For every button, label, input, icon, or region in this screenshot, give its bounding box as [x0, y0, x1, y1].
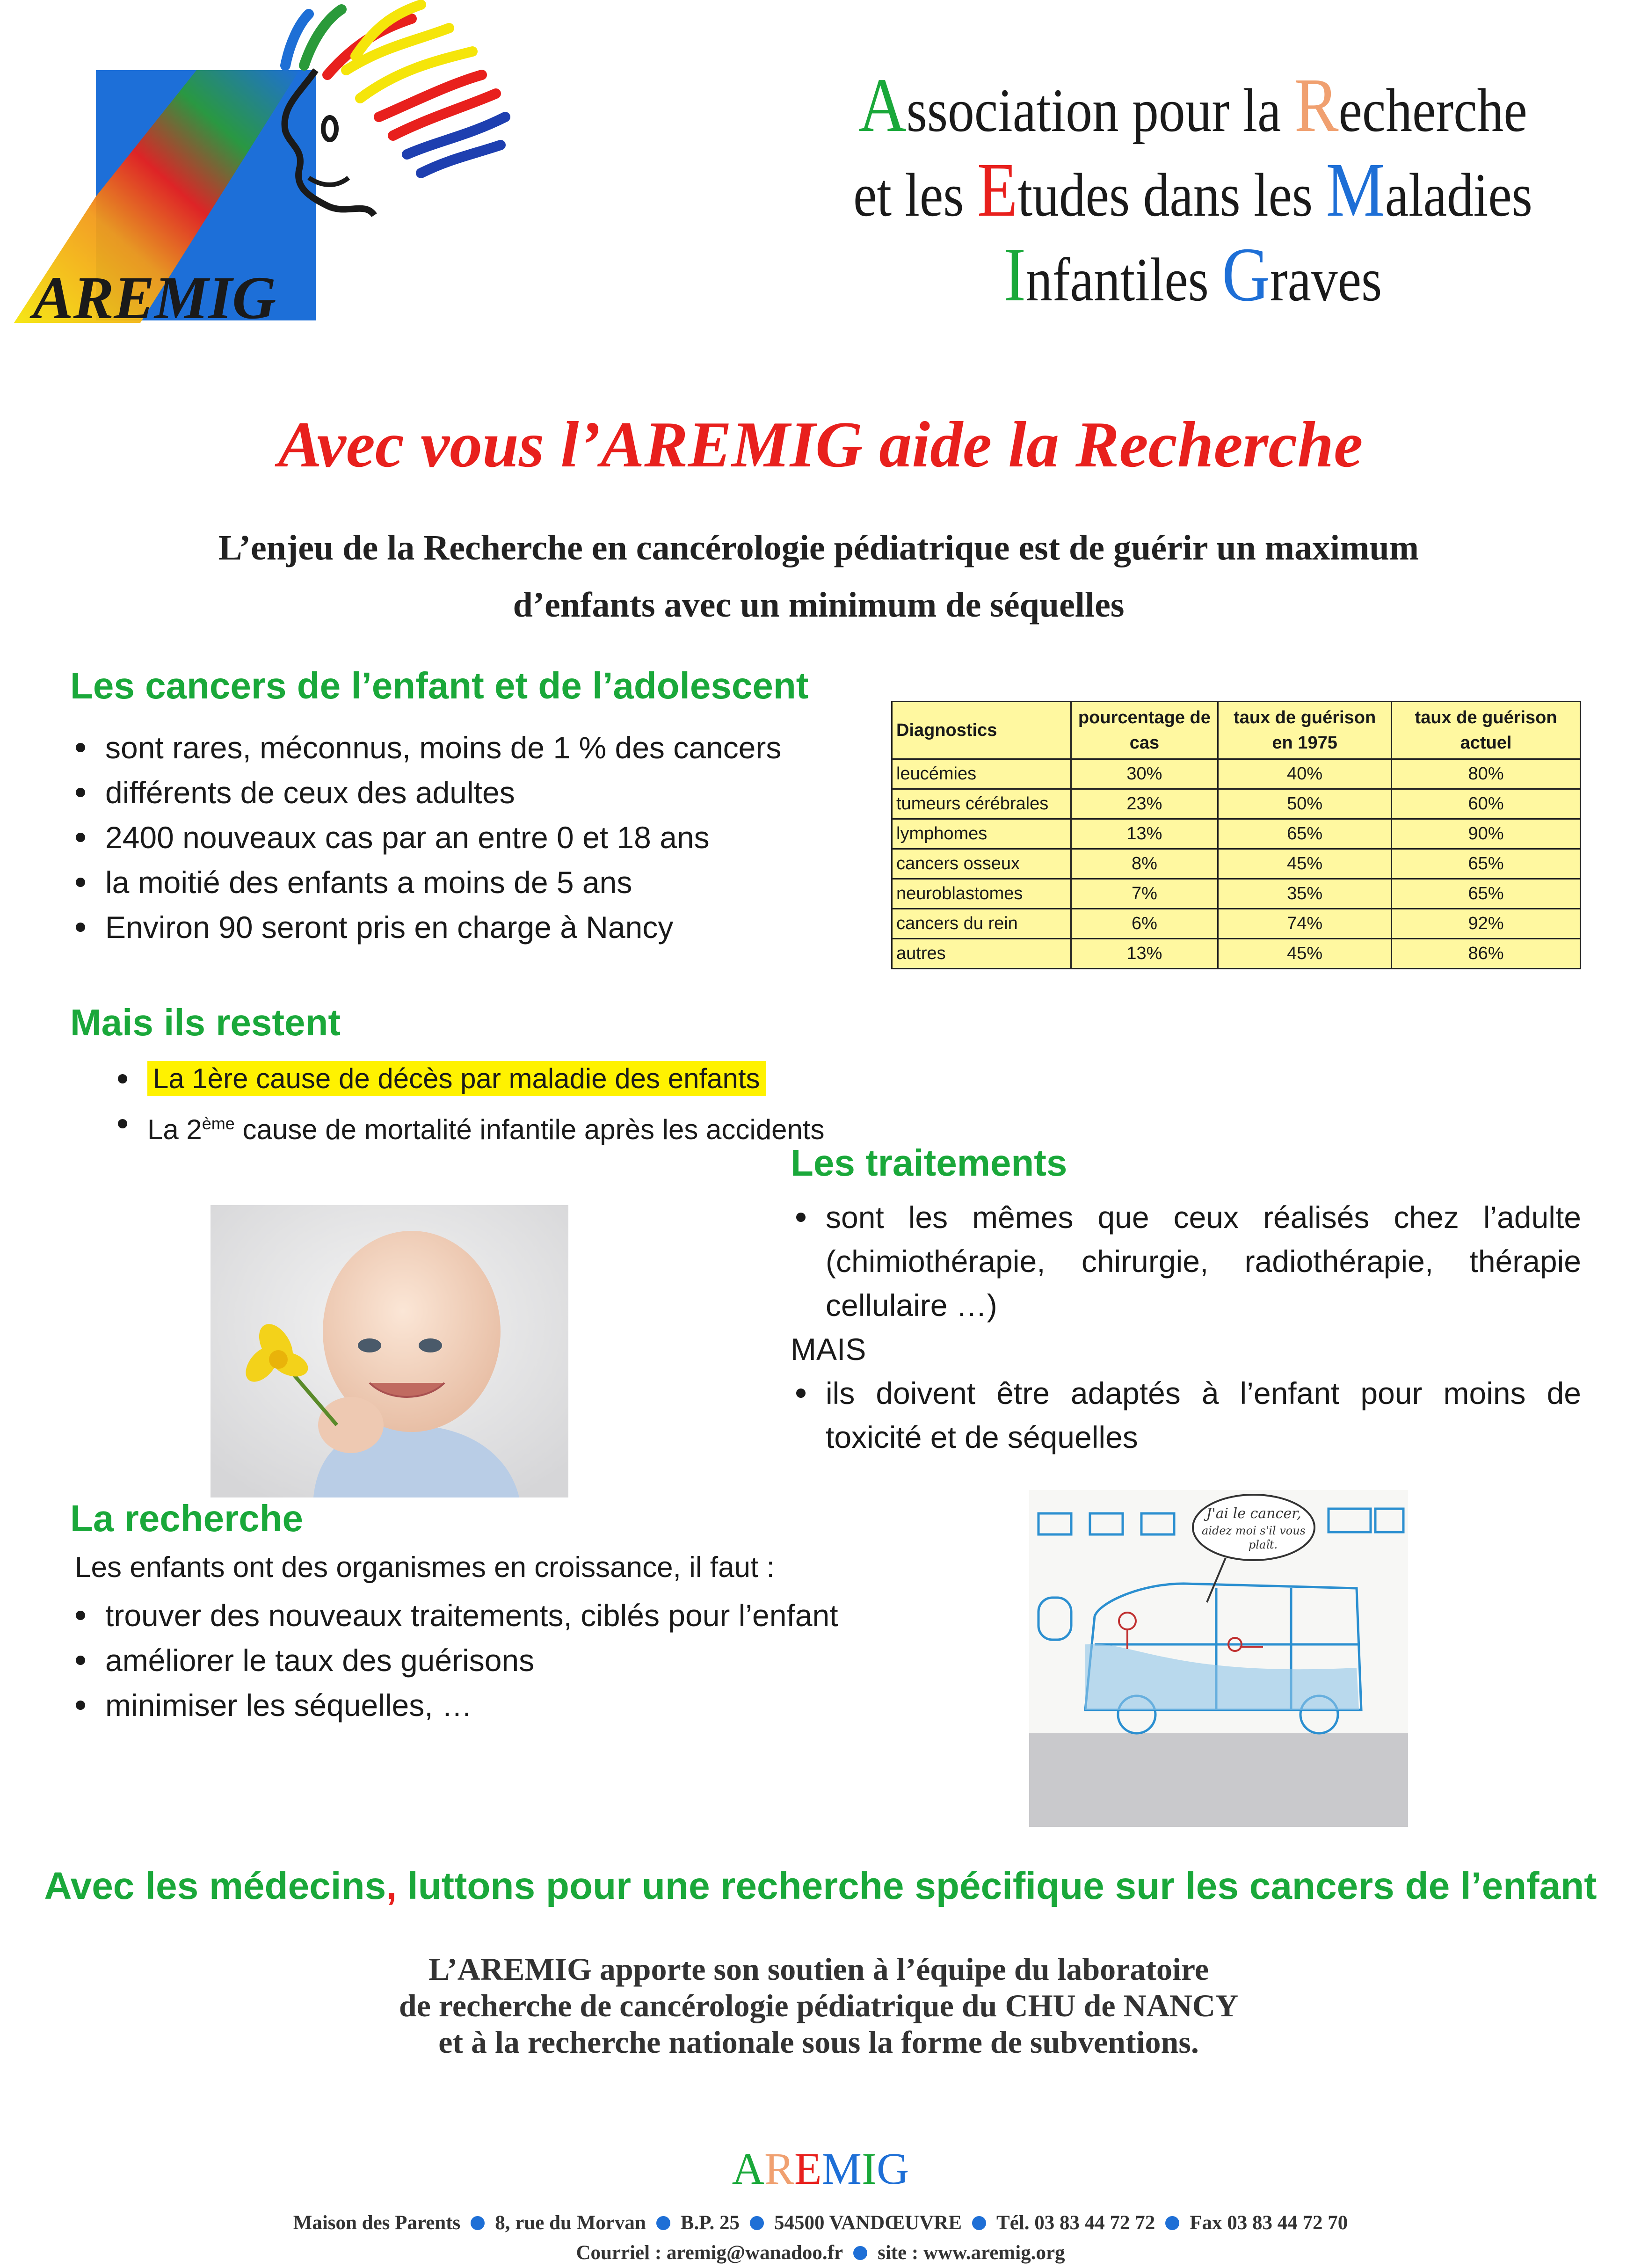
header-text-segment: R: [1294, 62, 1339, 148]
footer-address-item: site : www.aremig.org: [878, 2242, 1065, 2264]
list-item: [112, 1056, 954, 1101]
intro-line-1: L’enjeu de la Recherche en cancérologie pédiatrique est de guérir un maximum: [218, 528, 1419, 567]
footer-address-item: B.P. 25: [680, 2212, 740, 2234]
table-cell: lymphomes: [892, 819, 1071, 849]
section-research-title: La recherche: [70, 1497, 304, 1539]
header-text-segment: et les: [853, 160, 977, 229]
list-item: différents de ceux des adultes: [70, 770, 865, 815]
header-text-segment: echerche: [1338, 76, 1527, 145]
header-text-segment: raves: [1270, 245, 1382, 314]
diagnostics-table: [891, 701, 1581, 969]
support-text: [140, 1951, 1497, 2060]
table-cell: 45%: [1218, 939, 1392, 969]
bullet-icon: [76, 1656, 85, 1665]
table-cell: leucémies: [892, 759, 1071, 789]
footer-address-line-1: [0, 2208, 1641, 2238]
bullet-icon: [76, 743, 85, 752]
footer-address-item: 8, rue du Morvan: [495, 2212, 646, 2234]
table-cell: 60%: [1392, 789, 1581, 819]
table-cell: 92%: [1392, 909, 1581, 939]
table-cell: 30%: [1071, 759, 1218, 789]
child-drawing: [1029, 1490, 1408, 1827]
table-cell: 35%: [1218, 879, 1392, 909]
section-remain-title: Mais ils restent: [70, 1002, 341, 1043]
main-title: Avec vous l’AREMIG aide la Recherche: [278, 408, 1363, 481]
table-cell: cancers osseux: [892, 849, 1071, 879]
table-cell: 45%: [1218, 849, 1392, 879]
list-item: la moitié des enfants a moins de 5 ans: [70, 860, 865, 905]
table-row: [892, 879, 1581, 909]
bubble-text-1: J'ai le cancer,: [1206, 1505, 1301, 1522]
list-item: ils doivent être adaptés à l’enfant pour moins de toxicité et de séquelles: [791, 1371, 1581, 1459]
bubble-text-3: plaît.: [1248, 1538, 1278, 1551]
table-cell: 6%: [1071, 909, 1218, 939]
table-cell: 40%: [1218, 759, 1392, 789]
table-cell: tumeurs cérébrales: [892, 789, 1071, 819]
list-item: sont les mêmes que ceux réalisés chez l’adulte (chimiothérapie, chirurgie, radiothérapie, thérapie cellulaire …): [791, 1195, 1581, 1327]
brand-letter: M: [821, 2144, 862, 2194]
bubble-text-2: aidez moi s'il vous: [1201, 1524, 1306, 1537]
footer-address-item: Maison des Parents: [293, 2212, 461, 2234]
highlighted-text: La 1ère cause de décès par maladie des enfants: [147, 1061, 766, 1096]
table-cell: 74%: [1218, 909, 1392, 939]
footer-address-item: 54500 VANDŒUVRE: [774, 2212, 962, 2234]
footer-address-item: Tél. 03 83 44 72 72: [996, 2212, 1155, 2234]
bullet-icon: [118, 1074, 127, 1083]
table-cell: 65%: [1392, 879, 1581, 909]
separator-dot-icon: [750, 2216, 764, 2230]
header-text-segment: nfantiles: [1025, 245, 1222, 314]
brand-letter: G: [877, 2144, 909, 2194]
list-item: Environ 90 seront pris en charge à Nancy: [70, 905, 865, 950]
table-header: taux de guérison en 1975: [1218, 702, 1392, 759]
mais-label: MAIS: [791, 1332, 866, 1367]
table-row: [892, 909, 1581, 939]
research-list: [70, 1593, 959, 1728]
table-cell: 13%: [1071, 819, 1218, 849]
table-cell: 80%: [1392, 759, 1581, 789]
table-header: Diagnostics: [892, 702, 1071, 759]
list-item: sont rares, méconnus, moins de 1 % des cancers: [70, 725, 865, 770]
table-cell: 8%: [1071, 849, 1218, 879]
intro-line-2: d’enfants avec un minimum de séquelles: [513, 585, 1125, 625]
separator-dot-icon: [972, 2216, 986, 2230]
association-name: [827, 62, 1559, 320]
bullet-icon: [76, 923, 85, 932]
footer-brand: [0, 2143, 1641, 2195]
section-treatments-title: Les traitements: [791, 1142, 1067, 1184]
table-row: [892, 789, 1581, 819]
bullet-icon: [796, 1213, 806, 1222]
separator-dot-icon: [1165, 2216, 1179, 2230]
association-name-line-1: [827, 62, 1559, 150]
table-header: taux de guérison actuel: [1392, 702, 1581, 759]
table-header-row: [892, 702, 1581, 759]
header-text-segment: M: [1326, 147, 1385, 233]
support-line-3: et à la recherche nationale sous la forme de subventions.: [438, 2024, 1199, 2060]
bullet-icon: [76, 788, 85, 797]
support-line-1: L’AREMIG apporte son soutien à l’équipe du laboratoire: [428, 1951, 1209, 1987]
table-header: pourcentage de cas: [1071, 702, 1218, 759]
bullet-icon: [796, 1388, 806, 1398]
table-cell: 13%: [1071, 939, 1218, 969]
table-row: [892, 759, 1581, 789]
association-name-line-2: [827, 147, 1559, 235]
cancers-list: [70, 725, 865, 950]
header-text-segment: ssociation pour la: [906, 76, 1294, 145]
table-row: [892, 939, 1581, 969]
footer-address: [0, 2208, 1641, 2268]
header-text-segment: A: [858, 62, 907, 148]
association-name-line-3: [827, 232, 1559, 320]
table-cell: neuroblastomes: [892, 879, 1071, 909]
remain-list: [112, 1056, 954, 1152]
treatments-block: [791, 1195, 1581, 1459]
table-cell: cancers du rein: [892, 909, 1071, 939]
list-item: trouver des nouveaux traitements, ciblés pour l’enfant: [70, 1593, 959, 1638]
footer-address-item: Courriel : aremig@wanadoo.fr: [576, 2242, 843, 2264]
list-item: 2400 nouveaux cas par an entre 0 et 18 ans: [70, 815, 865, 860]
header-text-segment: G: [1222, 232, 1270, 317]
table-cell: autres: [892, 939, 1071, 969]
footer-address-line-2: [0, 2238, 1641, 2268]
aremig-logo: [0, 0, 543, 337]
list-item: La 2ème cause de mortalité infantile après les accidents: [112, 1101, 954, 1152]
header-text-segment: tudes dans les: [1017, 160, 1326, 229]
brand-letter: A: [732, 2144, 764, 2194]
section-cancers-title: Les cancers de l’enfant et de l’adolescent: [70, 665, 809, 706]
list-item: minimiser les séquelles, …: [70, 1683, 959, 1728]
brand-letter: R: [764, 2144, 795, 2194]
brand-letter: E: [794, 2144, 822, 2194]
separator-dot-icon: [471, 2216, 485, 2230]
bullet-icon: [76, 1611, 85, 1620]
brand-letter: I: [862, 2144, 877, 2194]
header-text-segment: aladies: [1385, 160, 1532, 229]
table-cell: 65%: [1392, 849, 1581, 879]
header-text-segment: I: [1003, 232, 1026, 317]
bullet-icon: [76, 878, 85, 887]
separator-dot-icon: [656, 2216, 670, 2230]
table-cell: 50%: [1218, 789, 1392, 819]
table-cell: 90%: [1392, 819, 1581, 849]
table-cell: 23%: [1071, 789, 1218, 819]
slogan: Avec les médecins, luttons pour une recherche spécifique sur les cancers de l’enfant: [44, 1865, 1597, 1907]
table-cell: 86%: [1392, 939, 1581, 969]
table-row: [892, 819, 1581, 849]
list-item: améliorer le taux des guérisons: [70, 1638, 959, 1683]
support-line-2: de recherche de cancérologie pédiatrique du CHU de NANCY: [399, 1988, 1239, 2023]
research-intro: Les enfants ont des organismes en croissance, il faut :: [75, 1551, 775, 1584]
table-row: [892, 849, 1581, 879]
table-cell: 65%: [1218, 819, 1392, 849]
separator-dot-icon: [853, 2246, 867, 2260]
child-photo: [211, 1205, 568, 1497]
bullet-icon: [76, 1701, 85, 1710]
table-cell: 7%: [1071, 879, 1218, 909]
header-text-segment: E: [977, 147, 1018, 233]
intro-text: [140, 519, 1497, 633]
logo-wordmark: AREMIG: [33, 264, 276, 332]
bullet-icon: [118, 1119, 127, 1128]
footer-address-item: Fax 03 83 44 72 70: [1190, 2212, 1348, 2234]
bullet-icon: [76, 833, 85, 842]
